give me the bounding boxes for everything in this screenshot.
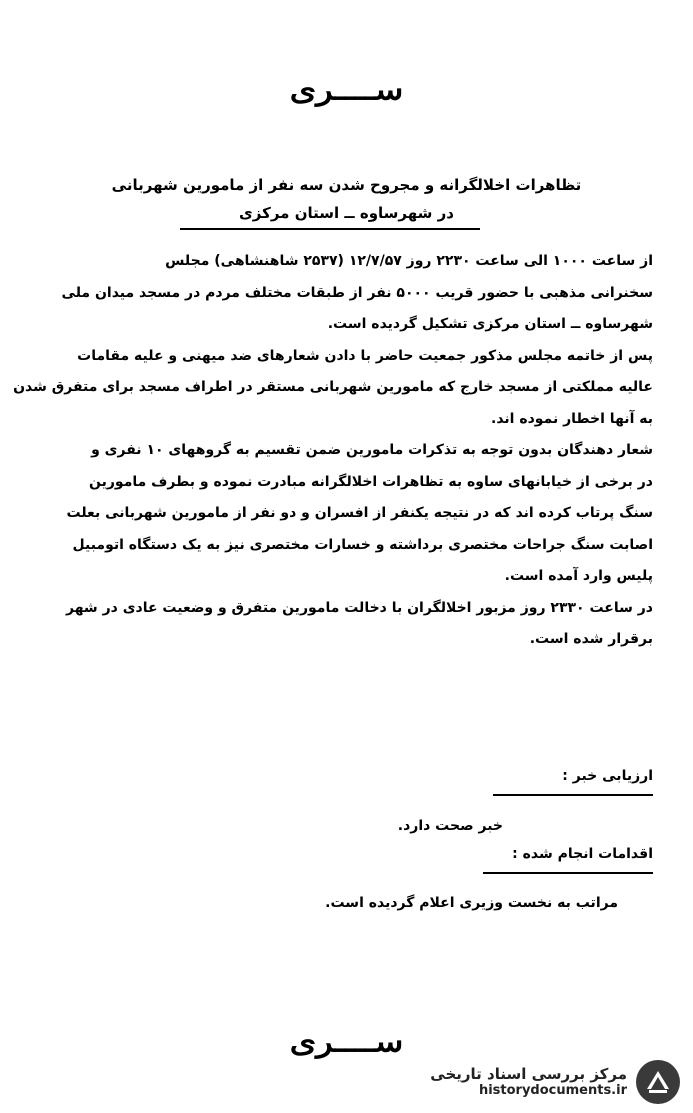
document-title: تظاهرات اخلالگرانه و مجروح شدن سه نفر از مامورین شهربانی bbox=[111, 176, 582, 194]
body-line: پلیس وارد آمده است. bbox=[504, 568, 653, 584]
body-line: برقرار شده است. bbox=[529, 631, 653, 647]
watermark-url: historydocuments.ir bbox=[478, 1083, 627, 1099]
assessment-underline bbox=[493, 794, 653, 796]
actions-value: مراتب به نخست وزیری اعلام گردیده است. bbox=[325, 895, 618, 911]
body-line: در برخی از خیابانهای ساوه به تظاهرات اخلالگرانه مبادرت نموده و بطرف مامورین bbox=[89, 473, 653, 490]
document-body bbox=[13, 246, 653, 656]
actions-label: اقدامات انجام شده : bbox=[512, 846, 653, 862]
body-line: اصابت سنگ جراحات مختصری برداشته و خسارات مختصری نیز به یک دستگاه اتومبیل bbox=[72, 536, 653, 553]
assessment-value: خبر صحت دارد. bbox=[397, 818, 503, 834]
title-underline bbox=[180, 228, 480, 230]
document-subtitle: در شهرساوه ــ استان مرکزی bbox=[239, 204, 454, 222]
body-line: پس از خاتمه مجلس مذکور جمعیت حاضر با دادن شعارهای ضد میهنی و علیه مقامات bbox=[77, 347, 653, 364]
actions-underline bbox=[483, 872, 653, 874]
classification-footer: ســــری bbox=[289, 1025, 404, 1059]
body-line: عالیه مملکتی از مسجد خارج که مامورین شهربانی مستقر در اطراف مسجد برای متفرق شدن bbox=[13, 379, 653, 395]
body-line: شعار دهندگان بدون توجه به تذکرات مامورین ضمن تقسیم به گروههای ۱۰ نفری و bbox=[91, 442, 653, 458]
archive-logo-icon bbox=[635, 1059, 681, 1105]
body-line: سخنرانی مذهبی با حضور قریب ۵۰۰۰ نفر از طبقات مختلف مردم در مسجد میدان ملی bbox=[61, 284, 653, 301]
body-line: به آنها اخطار نموده اند. bbox=[491, 410, 653, 427]
body-line: در ساعت ۲۳۳۰ روز مزبور اخلالگران با دخالت مامورین متفرق و وضعیت عادی در شهر bbox=[65, 599, 653, 616]
classification-header: ســــری bbox=[289, 73, 404, 107]
body-line: از ساعت ۱۰۰۰ الی ساعت ۲۲۳۰ روز ۱۲/۷/۵۷ (۲۵۳۷ شاهنشاهی) مجلس bbox=[165, 253, 653, 269]
body-line: شهرساوه ــ استان مرکزی تشکیل گردیده است. bbox=[327, 316, 653, 332]
watermark-name: مرکز بررسی اسناد تاریخی bbox=[430, 1065, 627, 1084]
assessment-label: ارزیابی خبر : bbox=[562, 768, 653, 784]
body-line: سنگ پرتاب کرده اند که در نتیجه یکنفر از افسران و دو نفر از مامورین شهربانی بعلت bbox=[66, 505, 653, 521]
archive-watermark bbox=[430, 1059, 681, 1105]
